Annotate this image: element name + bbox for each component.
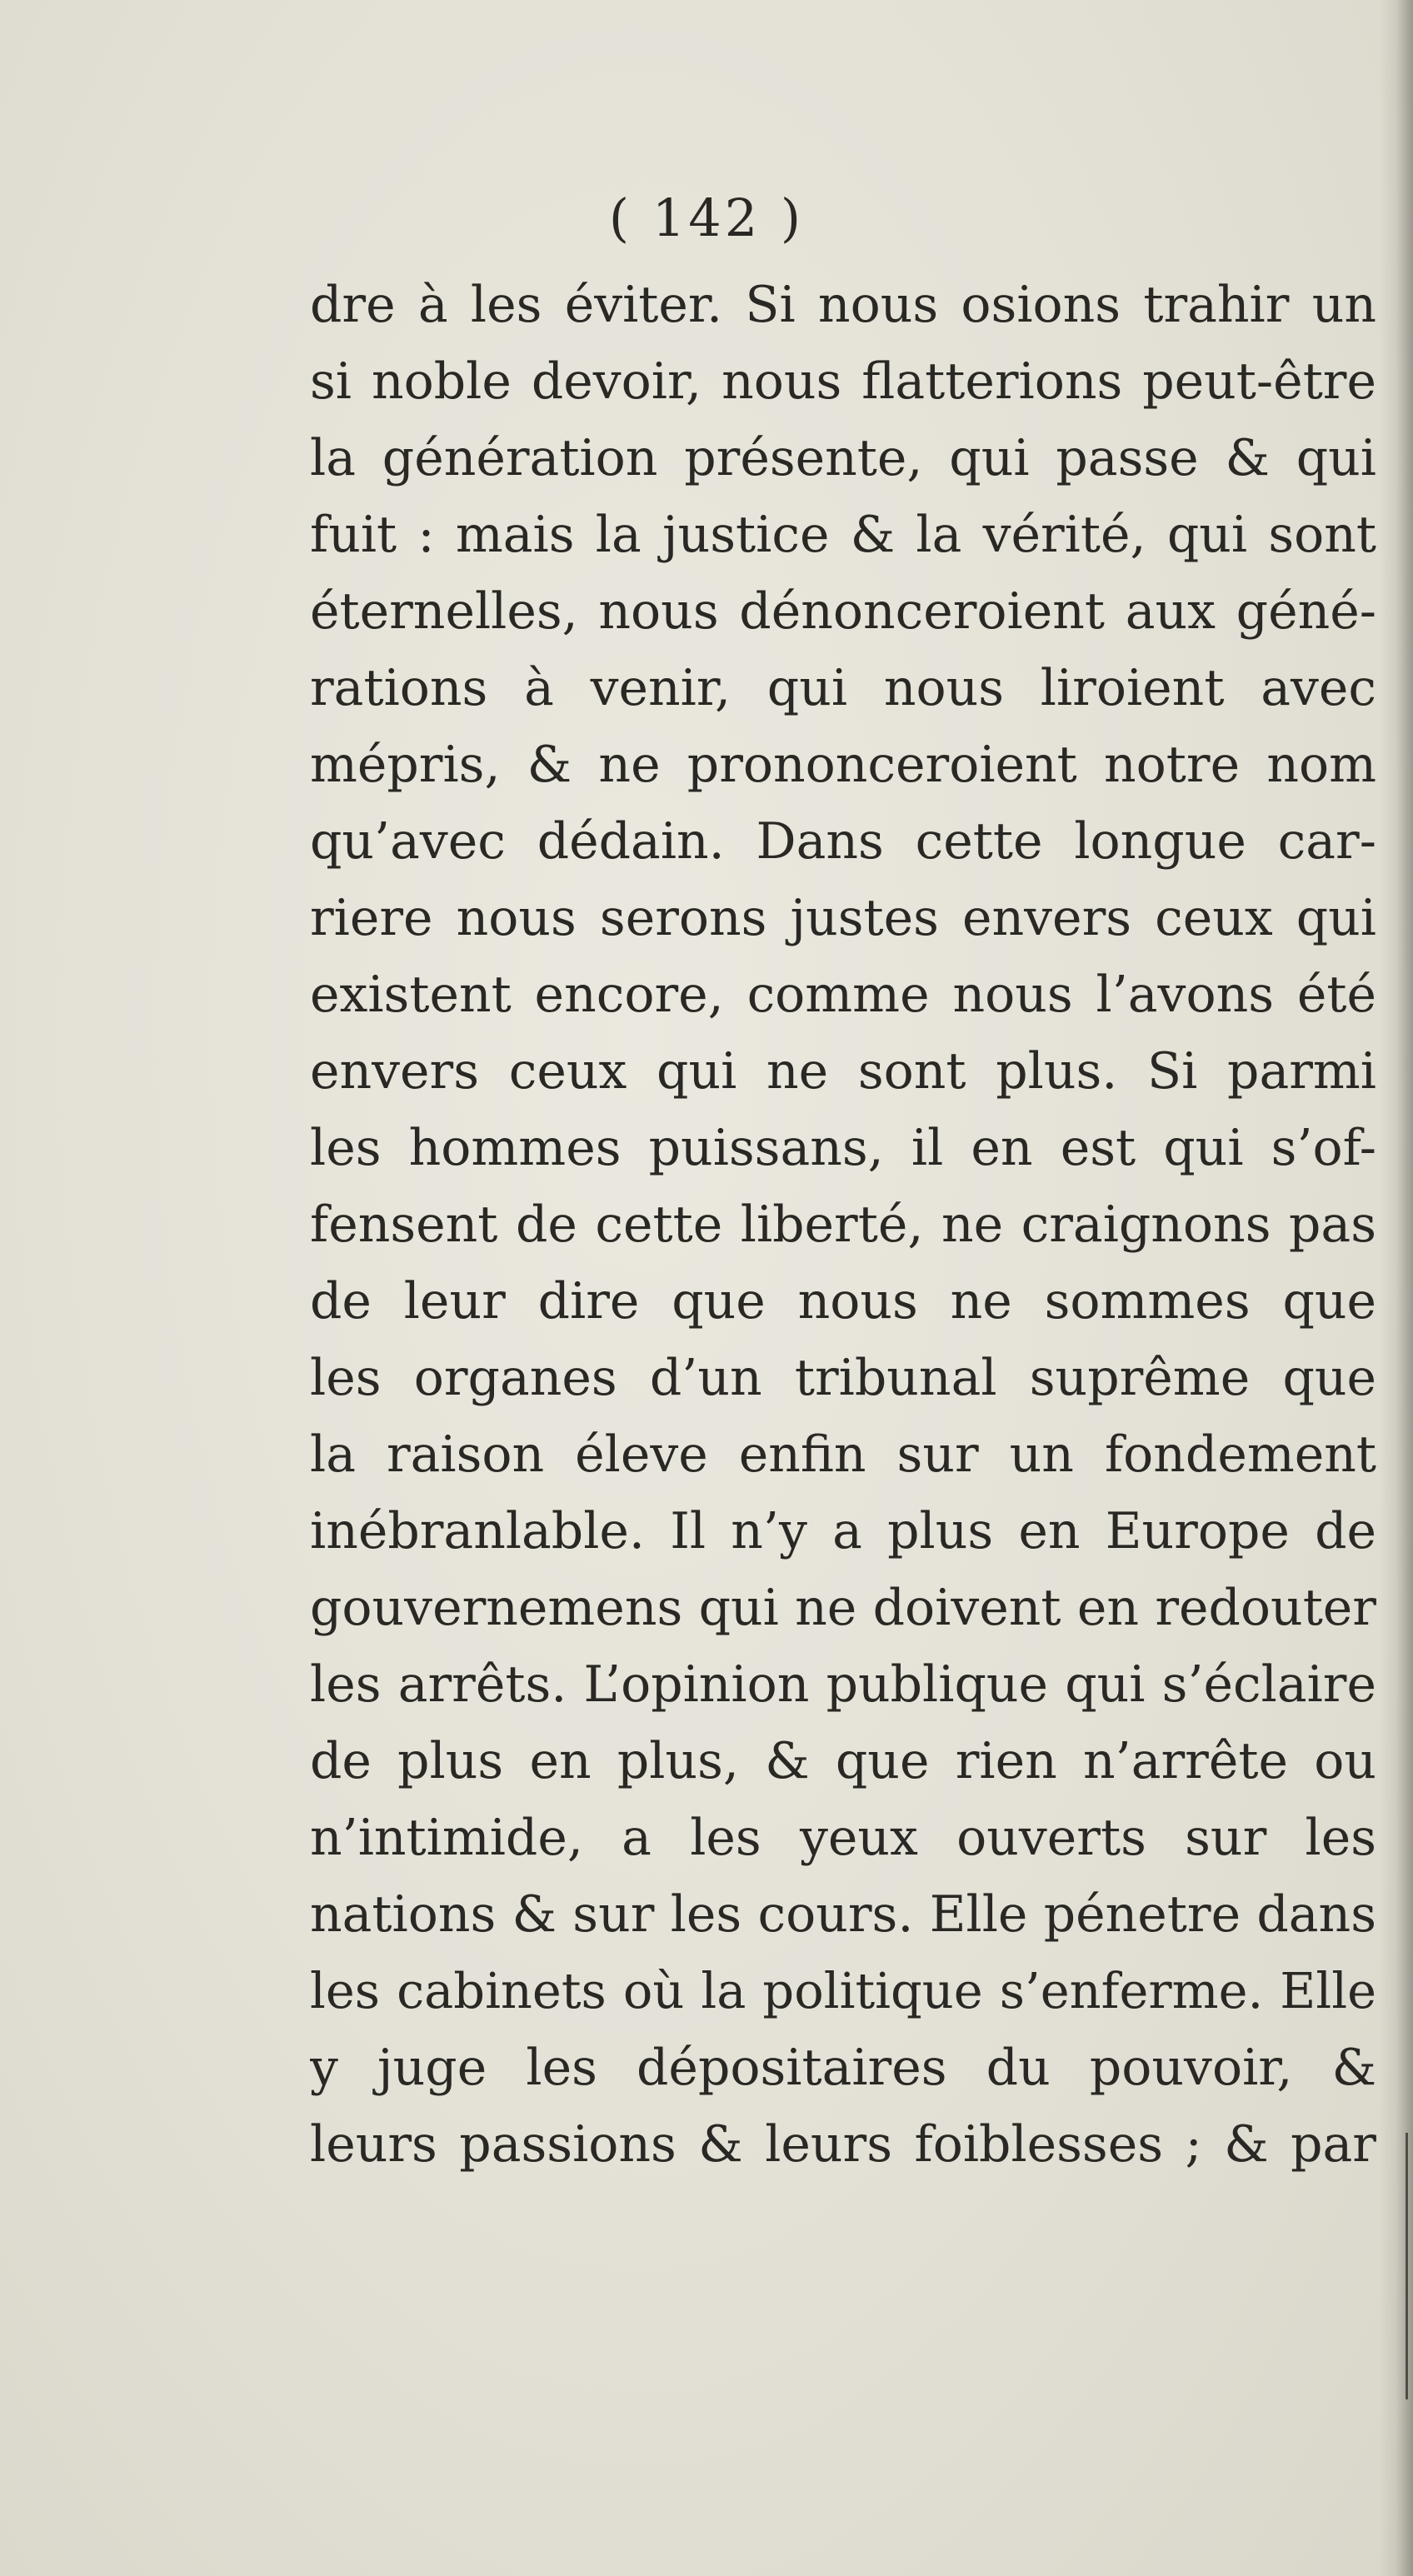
page-edge-shadow bbox=[1380, 0, 1413, 2576]
text-line: gouvernemens qui ne doivent en redouter bbox=[310, 1579, 1376, 1637]
text-line: de plus en plus, & que rien n’arrête ou bbox=[310, 1732, 1376, 1790]
text-line: les organes d’un tribunal suprême que bbox=[310, 1349, 1376, 1407]
text-line: éternelles, nous dénonceroient aux géné- bbox=[310, 582, 1376, 641]
text-line: nations & sur les cours. Elle pénetre dans bbox=[310, 1885, 1376, 1944]
text-line: fuit : mais la justice & la vérité, qui sont bbox=[310, 506, 1376, 564]
text-line: inébranlable. Il n’y a plus en Europe de bbox=[310, 1502, 1376, 1560]
text-line: rations à venir, qui nous liroient avec bbox=[310, 659, 1376, 717]
text-line: dre à les éviter. Si nous osions trahir un bbox=[310, 276, 1376, 334]
text-line: riere nous serons justes envers ceux qui bbox=[310, 889, 1376, 947]
text-line: mépris, & ne prononceroient notre nom bbox=[310, 736, 1376, 794]
text-line: fensent de cette liberté, ne craignons pas bbox=[310, 1196, 1376, 1254]
text-line: de leur dire que nous ne sommes que bbox=[310, 1272, 1376, 1330]
binding-edge bbox=[1406, 2133, 1408, 2399]
text-line: existent encore, comme nous l’avons été bbox=[310, 966, 1376, 1024]
body-text bbox=[310, 267, 1376, 2183]
text-line: si noble devoir, nous flatterions peut-être bbox=[310, 352, 1376, 411]
text-line: leurs passions & leurs foiblesses ; & par bbox=[310, 2115, 1376, 2174]
text-line: y juge les dépositaires du pouvoir, & bbox=[310, 2039, 1376, 2097]
text-line: la génération présente, qui passe & qui bbox=[310, 429, 1376, 487]
text-line: qu’avec dédain. Dans cette longue car- bbox=[310, 812, 1376, 871]
text-line: envers ceux qui ne sont plus. Si parmi bbox=[310, 1042, 1376, 1101]
text-line: les arrêts. L’opinion publique qui s’éclaire bbox=[310, 1655, 1376, 1714]
text-line: les cabinets où la politique s’enferme. Elle bbox=[310, 1962, 1376, 2019]
text-line: la raison éleve enfin sur un fondement bbox=[310, 1425, 1376, 1484]
text-line: les hommes puissans, il en est qui s’of- bbox=[310, 1119, 1376, 1177]
text-line: n’intimide, a les yeux ouverts sur les bbox=[310, 1809, 1376, 1867]
page-number: ( 142 ) bbox=[608, 187, 805, 248]
